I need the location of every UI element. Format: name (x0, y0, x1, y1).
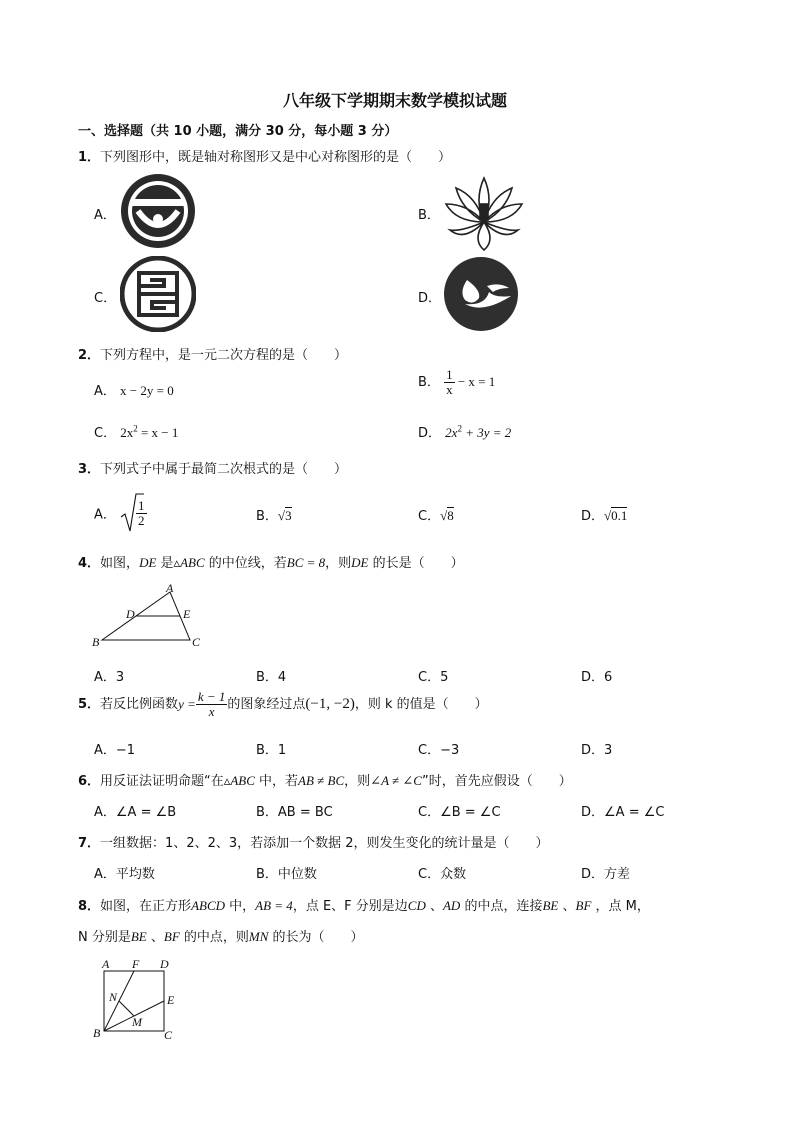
option-label: A． (94, 507, 116, 523)
option-label: D． (418, 426, 442, 441)
question-number: 7． (78, 836, 101, 851)
option-label: B． (418, 375, 440, 390)
question-text: 、 (146, 930, 164, 945)
math-term: BE (542, 898, 559, 913)
fraction (444, 368, 455, 397)
vertex-label-d: D (126, 607, 135, 621)
question-4 (78, 552, 464, 571)
math-term: BC = 8 (286, 555, 326, 570)
option-c: C．√8 (418, 508, 454, 524)
triangle-figure (90, 580, 210, 654)
point-label-e: E (167, 993, 175, 1007)
option-d: D．方差 (581, 867, 631, 882)
exponent: 2 (133, 423, 138, 434)
option-d: D．∠A = ∠C (581, 805, 665, 820)
vertex-label-e: E (183, 607, 191, 621)
option-label: B． (256, 509, 278, 524)
option-c: C．众数 (418, 867, 467, 882)
math-term: (−1, −2) (305, 696, 355, 712)
question-text: N 分别是 (78, 930, 131, 945)
question-number: 5． (78, 697, 101, 712)
math-term: ▵ABC (223, 773, 255, 788)
option-d (418, 422, 511, 441)
question-8-line-2 (78, 926, 364, 945)
vertex-label-c: C (164, 1028, 173, 1042)
point-label-f: F (132, 957, 140, 971)
section-heading: 一、选择题（共 10 小题，满分 30 分，每小题 3 分） (78, 124, 398, 139)
expr-part: 2x (445, 425, 458, 440)
option-b: B．AB = BC (256, 805, 333, 820)
math-term: ▵ABC (173, 555, 205, 570)
vertex-label-d: D (160, 957, 169, 971)
question-text: 如图，在正方形 (100, 899, 192, 914)
question-3 (78, 458, 347, 477)
question-6 (78, 770, 572, 789)
question-text: 下列式子中属于最简二次根式的是（ ） (100, 462, 348, 477)
option-label: C． (418, 509, 441, 524)
question-7 (78, 832, 549, 851)
point-label-n: N (109, 990, 118, 1004)
option-a (94, 493, 147, 533)
option-a: A．平均数 (94, 867, 155, 882)
question-text: 的中位线，若 (204, 556, 287, 571)
question-text: 是 (156, 556, 174, 571)
option-b: B．4 (256, 670, 287, 685)
math-term: AD (442, 898, 461, 913)
question-text: 的中点，连接 (460, 899, 543, 914)
math-term: DE (139, 555, 157, 570)
math-term: BF (575, 898, 592, 913)
question-number: 2． (78, 348, 101, 363)
question-number: 4． (78, 556, 101, 571)
math-term: BF (163, 929, 180, 944)
question-text: ，点 E、F 分别是边 (292, 899, 408, 914)
question-text: ，则 k 的值是（ ） (354, 697, 488, 712)
round-logo-icon (120, 173, 196, 253)
question-text: 的图象经过点 (227, 697, 306, 712)
math-term: BE (130, 929, 147, 944)
option-d: D．6 (581, 670, 613, 685)
page-title: 八年级下学期期末数学模拟试题 (283, 91, 508, 110)
math-term: DE (351, 555, 369, 570)
math-term: ABCD (191, 898, 226, 913)
question-number: 1． (78, 150, 101, 165)
fraction-numerator: k − 1 (197, 689, 226, 704)
vertex-label-a: A (166, 581, 174, 595)
question-text: 一组数据：1、2、2、3，若添加一个数据 2，则发生变化的统计量是（ ） (100, 836, 549, 851)
question-text: ”时，首先应假设（ ） (421, 774, 572, 789)
math-term: AB ≠ BC (298, 773, 345, 788)
option-label-b: B． (418, 208, 440, 223)
option-c: C．−3 (418, 743, 460, 758)
option-b: B．中位数 (256, 867, 317, 882)
fraction-numerator: 1 (446, 367, 453, 382)
fraction-denominator: x (208, 704, 215, 719)
question-text: ，则 (344, 774, 371, 789)
option-a (94, 380, 174, 399)
question-5 (78, 690, 488, 719)
option-label: C． (94, 426, 117, 441)
option-c: C．5 (418, 670, 449, 685)
water-drop-logo-icon (443, 256, 519, 336)
question-text: 下列方程中，是一元二次方程的是（ ） (100, 348, 348, 363)
sqrt-fraction (120, 493, 147, 533)
question-text: 的长是（ ） (368, 556, 464, 571)
fraction-denominator: x (446, 382, 453, 397)
question-number: 8． (78, 899, 101, 914)
option-d: D．√0.1 (581, 508, 628, 524)
math-term: ∠A ≠ ∠C (370, 773, 422, 788)
option-d: D．3 (581, 743, 613, 758)
vertex-label-c: C (192, 635, 201, 649)
question-text: 若反比例函数 (100, 697, 179, 712)
question-text: 中， (225, 899, 256, 914)
question-8-line-1 (78, 895, 650, 914)
option-expression: x − 2y = 0 (120, 383, 174, 398)
question-text: 的中点，则 (179, 930, 249, 945)
bank-logo-icon (120, 256, 196, 336)
option-label-d: D． (418, 291, 442, 306)
fraction-denominator: 2 (138, 512, 145, 528)
option-a: A．3 (94, 670, 125, 685)
question-2 (78, 344, 347, 363)
question-text: 、 (558, 899, 576, 914)
question-number: 3． (78, 462, 101, 477)
option-b (418, 368, 495, 397)
question-text: 、 (425, 899, 443, 914)
exponent: 2 (457, 423, 462, 434)
question-text: 如图， (100, 556, 140, 571)
option-a: A．∠A = ∠B (94, 805, 177, 820)
radicand: 8 (447, 508, 454, 523)
option-c: C．∠B = ∠C (418, 805, 501, 820)
option-label-a: A． (94, 208, 116, 223)
question-1 (78, 146, 451, 165)
question-text: 用反证法证明命题“在 (100, 774, 224, 789)
radicand: 0.1 (611, 508, 628, 523)
math-term: y = (178, 696, 196, 712)
point-label-m: M (132, 1015, 142, 1029)
question-text: ，点 M， (591, 899, 650, 914)
option-b: B．1 (256, 743, 287, 758)
question-text: 中，若 (254, 774, 299, 789)
question-text: 下列图形中，既是轴对称图形又是中心对称图形的是（ ） (100, 150, 452, 165)
math-term: AB = 4 (255, 898, 293, 913)
option-a: A．−1 (94, 743, 136, 758)
expr-part: + 3y = 2 (461, 425, 512, 440)
expr-part: 2x (120, 425, 134, 440)
option-label-c: C． (94, 291, 117, 306)
radicand: 3 (285, 508, 292, 523)
option-b: B．√3 (256, 508, 292, 524)
option-c (94, 422, 178, 441)
math-term: CD (407, 898, 426, 913)
square-figure (90, 955, 190, 1049)
question-text: ，则 (325, 556, 352, 571)
math-term: MN (248, 929, 269, 944)
lotus-icon (442, 170, 526, 258)
vertex-label-b: B (93, 1026, 101, 1040)
vertex-label-b: B (92, 635, 100, 649)
option-label: D． (581, 509, 605, 524)
question-text: 的长为（ ） (268, 930, 364, 945)
question-number: 6． (78, 774, 101, 789)
vertex-label-a: A (102, 957, 110, 971)
fraction (196, 690, 228, 719)
option-expression: − x = 1 (454, 374, 496, 389)
fraction-numerator: 1 (138, 497, 145, 513)
option-label: A． (94, 384, 116, 399)
expr-part: = x − 1 (137, 425, 179, 440)
